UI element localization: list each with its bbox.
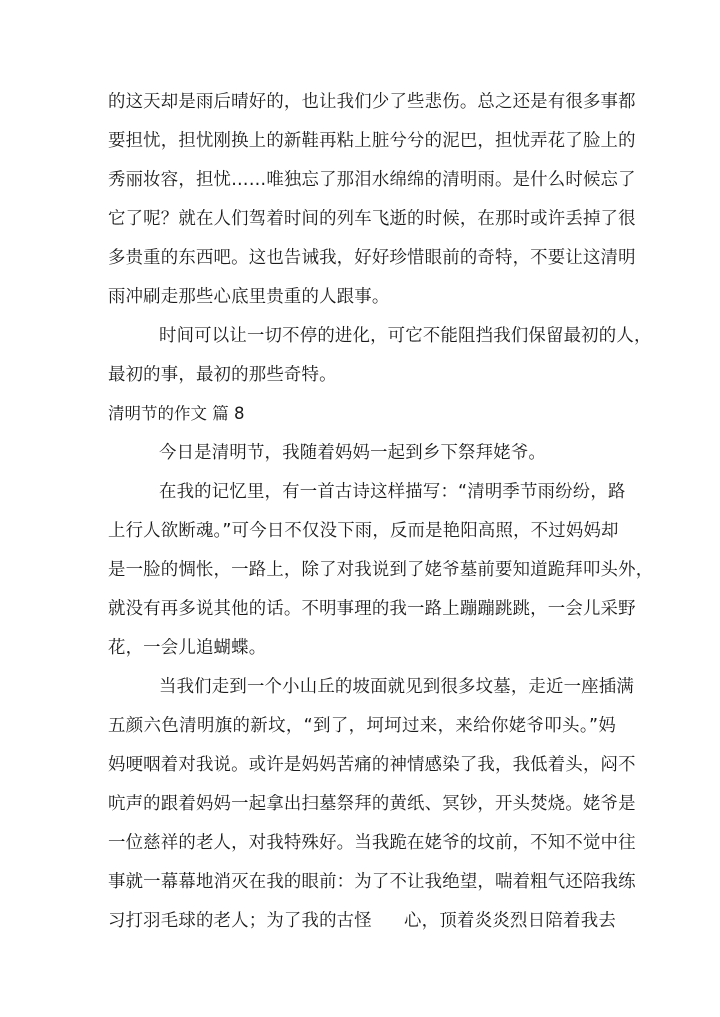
text-line: 吭声的跟着妈妈一起拿出扫墓祭拜的黄纸、冥钞，开头焚烧。姥爷是	[108, 794, 636, 814]
text-line: 要担忧，担忧刚换上的新鞋再粘上脏兮兮的泥巴，担忧弄花了脸上的	[108, 131, 636, 151]
text-line: 就没有再多说其他的话。不明事理的我一路上蹦蹦跳跳，一会儿采野	[108, 599, 636, 619]
text-line: 最初的事，最初的那些奇特。	[108, 365, 337, 385]
text-line: 秀丽妆容，担忧……唯独忘了那泪水绵绵的清明雨。是什么时候忘了	[108, 170, 636, 190]
text-line: 时间可以让一切不停的进化，可它不能阻挡我们保留最初的人，	[159, 326, 652, 346]
text-line: 上行人欲断魂。”可今日不仅没下雨，反而是艳阳高照，不过妈妈却	[108, 521, 619, 541]
text-line: 五颜六色清明旗的新坟，“到了，坷坷过来，来给你姥爷叩头。”妈	[108, 716, 616, 736]
text-line: 当我们走到一个小山丘的坡面就见到很多坟墓，走近一座插满	[159, 677, 634, 697]
text-line: 事就一幕幕地消灭在我的眼前：为了不让我绝望，喘着粗气还陪我练	[108, 872, 636, 892]
essay-heading: 清明节的作文 篇 8	[108, 404, 245, 423]
text-line: 一位慈祥的老人，对我特殊好。当我跪在姥爷的坟前，不知不觉中往	[108, 833, 636, 853]
text-line: 在我的记忆里，有一首古诗这样描写：“清明季节雨纷纷，路	[159, 482, 626, 502]
text-line: 它了呢？就在人们驾着时间的列车飞逝的时候，在那时或许丢掉了很	[108, 209, 636, 229]
text-line: 多贵重的东西吧。这也告诫我，好好珍惜眼前的奇特，不要让这清明	[108, 248, 636, 268]
text-line: 今日是清明节，我随着妈妈一起到乡下祭拜姥爷。	[159, 443, 546, 463]
text-line: 的这天却是雨后晴好的，也让我们少了些悲伤。总之还是有很多事都	[108, 92, 636, 112]
text-line: 是一脸的惆怅，一路上，除了对我说到了姥爷墓前要知道跪拜叩头外，	[108, 560, 654, 580]
text-line: 妈哽咽着对我说。或许是妈妈苦痛的神情感染了我，我低着头，闷不	[108, 755, 636, 775]
text-line: 雨冲刷走那些心底里贵重的人跟事。	[108, 287, 390, 307]
text-line: 花，一会儿追蝴蝶。	[108, 638, 267, 658]
text-line-right: 心，顶着炎炎烈日陪着我去	[404, 911, 616, 931]
text-line-left: 习打羽毛球的老人；为了我的古怪	[108, 911, 372, 931]
